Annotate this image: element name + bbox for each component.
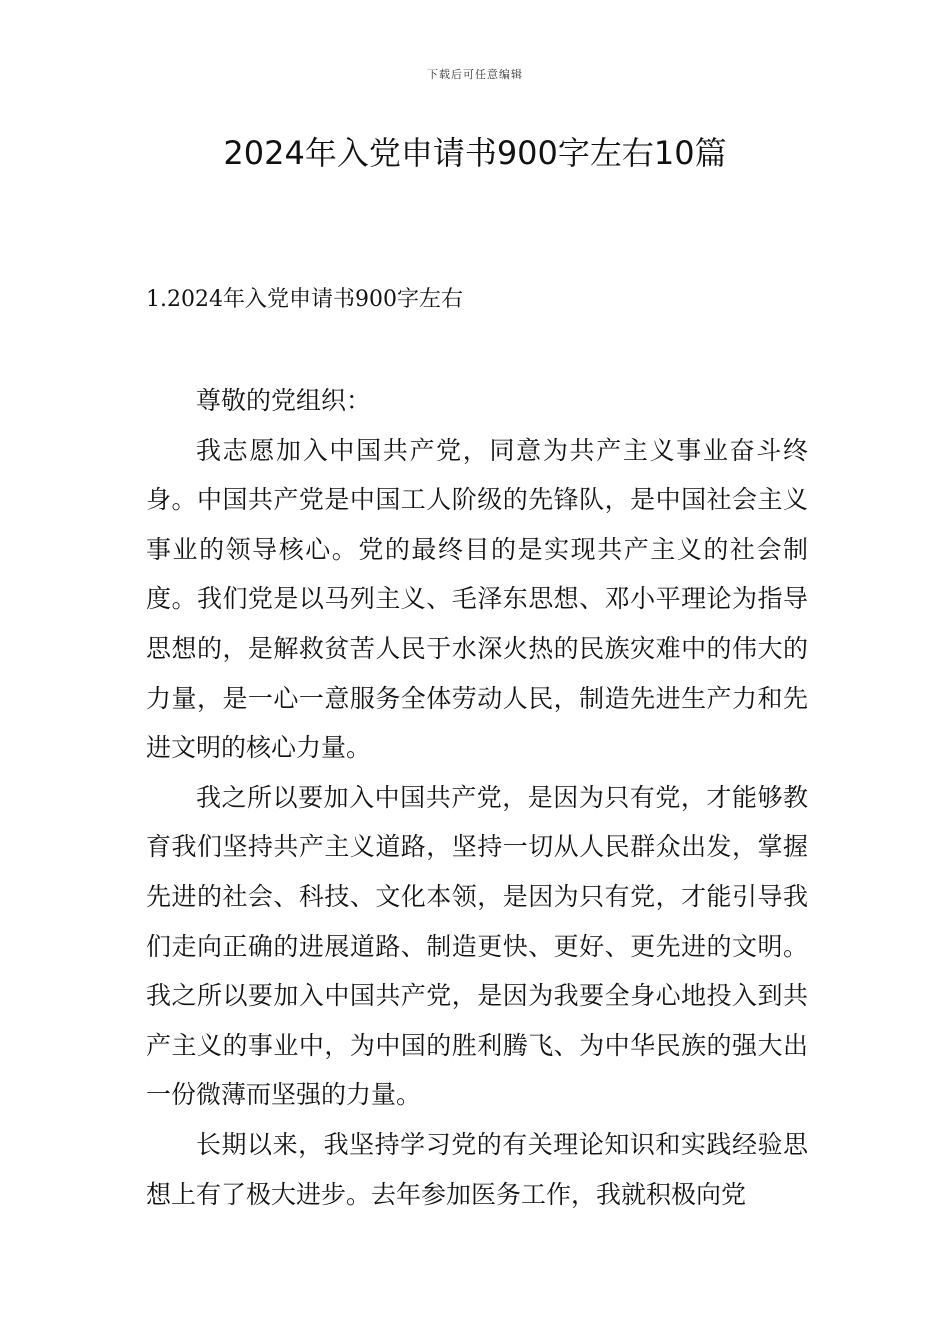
body-paragraph: 我之所以要加入中国共产党，是因为只有党，才能够教育我们坚持共产主义道路，坚持一切从人民群众出发，掌握先进的社会、科技、文化本领，是因为只有党，才能引导我们走向正确的进展道路、制造更快、更好、更先进的文明。我之所以要加入中国共产党，是因为我要全身心地投入到共产主义的事业中，为中国的胜利腾飞、为中华民族的强大出一份微薄而坚强的力量。 xyxy=(146,782,808,1110)
header-note: 下载后可任意编辑 xyxy=(427,68,523,81)
body-paragraph: 长期以来，我坚持学习党的有关理论知识和实践经验思想上有了极大进步。去年参加医务工作，我就积极向党 xyxy=(146,1129,808,1209)
document-body xyxy=(146,376,808,1219)
document-title: 2024年入党申请书900字左右10篇 xyxy=(223,134,727,172)
salutation: 尊敬的党组织： xyxy=(196,386,372,415)
section-heading: 1.2024年入党申请书900字左右 xyxy=(146,287,463,312)
body-paragraph: 我志愿加入中国共产党，同意为共产主义事业奋斗终身。中国共产党是中国工人阶级的先锋队，是中国社会主义事业的领导核心。党的最终目的是实现共产主义的社会制度。我们党是以马列主义、毛泽东思想、邓小平理论为指导思想的，是解救贫苦人民于水深火热的民族灾难中的伟大的力量，是一心一意服务全体劳动人民，制造先进生产力和先进文明的核心力量。 xyxy=(146,435,808,763)
